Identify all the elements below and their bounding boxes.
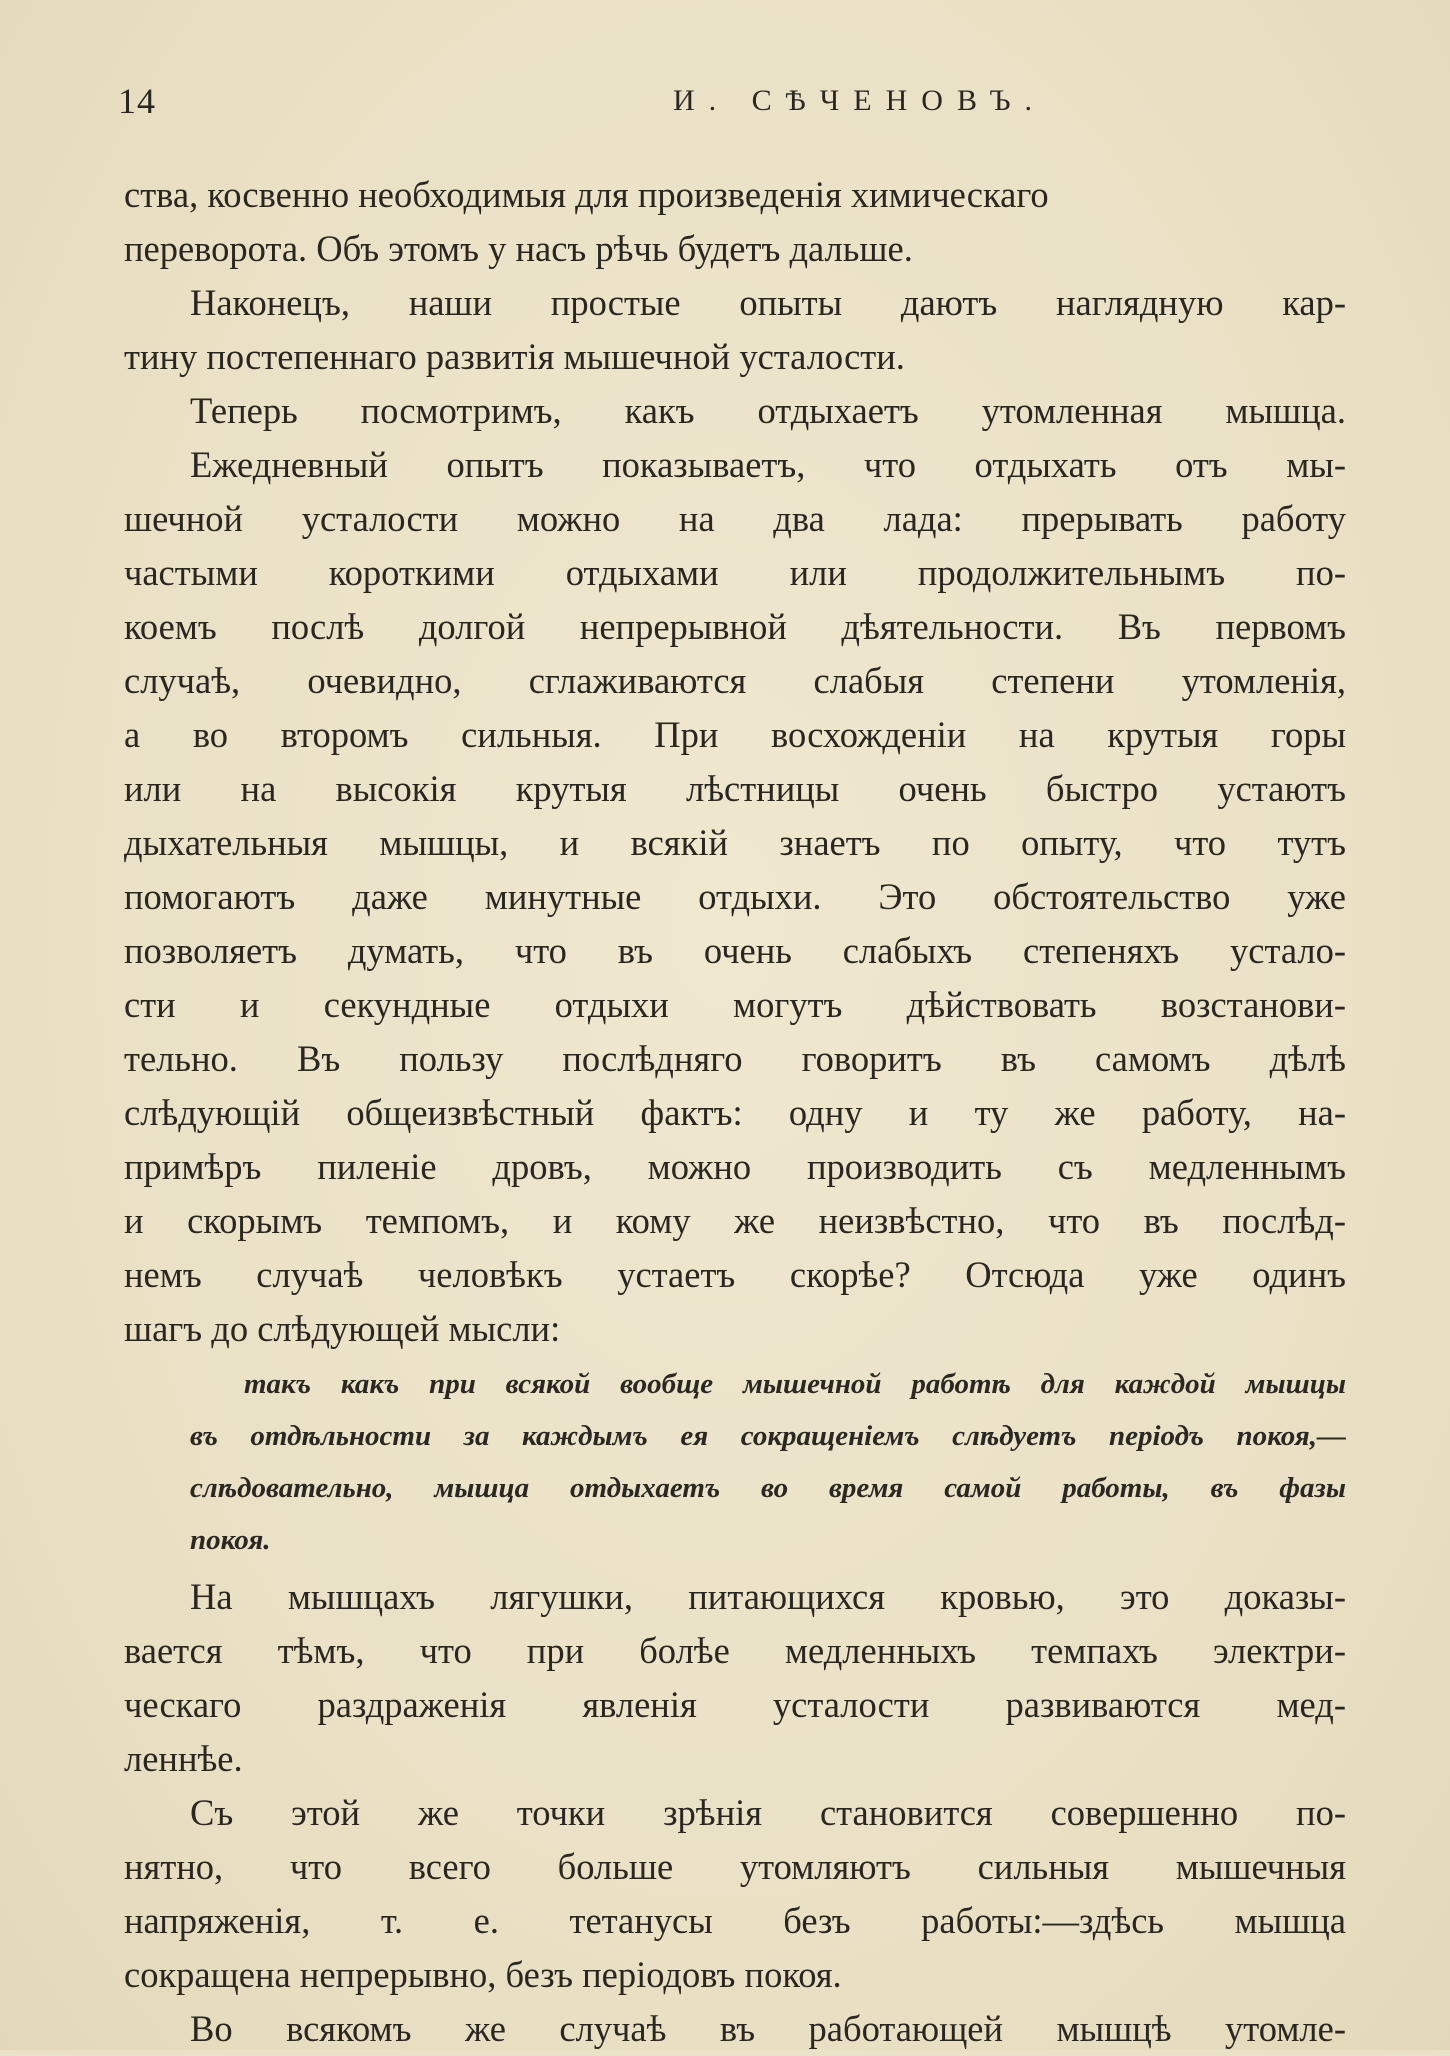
text-line: Теперь посмотримъ, какъ отдыхаетъ утомленная мышца. bbox=[190, 390, 1346, 431]
text-line: дыхательныя мышцы, и всякій знаетъ по опыту, что тутъ bbox=[124, 822, 1346, 863]
main-text bbox=[124, 168, 1346, 2056]
text-line: вается тѣмъ, что при болѣе медленныхъ темпахъ электри- bbox=[124, 1630, 1346, 1671]
text-line: коемъ послѣ долгой непрерывной дѣятельности. Въ первомъ bbox=[124, 606, 1346, 647]
text-line: Съ этой же точки зрѣнія становится совершенно по- bbox=[190, 1792, 1346, 1833]
text-line: леннѣе. bbox=[124, 1738, 243, 1779]
running-head bbox=[118, 80, 1348, 130]
text-line: шечной усталости можно на два лада: прерывать работу bbox=[124, 498, 1346, 539]
italic-line: такъ какъ при всякой вообще мышечной работѣ для каждой мышцы bbox=[244, 1368, 1346, 1400]
text-line: переворота. Объ этомъ у насъ рѣчь будетъ дальше. bbox=[124, 228, 913, 269]
text-line: а во второмъ сильныя. При восхожденіи на крутыя горы bbox=[124, 714, 1346, 755]
text-line: случаѣ, очевидно, сглаживаются слабыя степени утомленія, bbox=[124, 660, 1346, 701]
text-line: На мышцахъ лягушки, питающихся кровью, это доказы- bbox=[190, 1576, 1346, 1617]
running-title: И. СѢЧЕНОВЪ. bbox=[673, 84, 1047, 117]
text-line: Наконецъ, наши простые опыты даютъ наглядную кар- bbox=[190, 282, 1346, 323]
text-line: тину постепеннаго развитія мышечной усталости. bbox=[124, 336, 905, 377]
text-line: шагъ до слѣдующей мысли: bbox=[124, 1308, 561, 1349]
text-line: или на высокія крутыя лѣстницы очень быстро устаютъ bbox=[124, 768, 1346, 809]
text-line: сти и секундные отдыхи могутъ дѣйствовать возстанови- bbox=[124, 984, 1346, 1025]
text-line: напряженія, т. е. тетанусы безъ работы:—здѣсь мышца bbox=[124, 1900, 1346, 1941]
text-line: сокращена непрерывно, безъ періодовъ покоя. bbox=[124, 1954, 842, 1995]
italic-line: въ отдѣльности за каждымъ ея сокращеніемъ слѣдуетъ періодъ покоя,— bbox=[190, 1420, 1346, 1452]
text-line: немъ случаѣ человѣкъ устаетъ скорѣе? Отсюда уже одинъ bbox=[124, 1254, 1346, 1295]
page-number: 14 bbox=[118, 81, 156, 121]
text-line: и скорымъ темпомъ, и кому же неизвѣстно, что въ послѣд- bbox=[124, 1200, 1346, 1241]
text-line: Ежедневный опытъ показываетъ, что отдыхать отъ мы- bbox=[190, 444, 1346, 485]
text-line: ства, косвенно необходимыя для произведенія химическаго bbox=[124, 174, 1049, 215]
text-line: Во всякомъ же случаѣ въ работающей мышцѣ утомле- bbox=[190, 2008, 1346, 2049]
italic-line: покоя. bbox=[190, 1524, 271, 1556]
text-line: нятно, что всего больше утомляютъ сильныя мышечныя bbox=[124, 1846, 1346, 1887]
text-line: тельно. Въ пользу послѣдняго говоритъ въ самомъ дѣлѣ bbox=[124, 1038, 1346, 1079]
text-line: примѣръ пиленіе дровъ, можно производить съ медленнымъ bbox=[124, 1146, 1346, 1187]
text-line: слѣдующій общеизвѣстный фактъ: одну и ту же работу, на- bbox=[124, 1092, 1346, 1133]
text-line: позволяетъ думать, что въ очень слабыхъ степеняхъ устало- bbox=[124, 930, 1346, 971]
text-line: ческаго раздраженія явленія усталости развиваются мед- bbox=[124, 1684, 1346, 1725]
italic-line: слѣдовательно, мышца отдыхаетъ во время самой работы, въ фазы bbox=[190, 1472, 1346, 1504]
text-line: частыми короткими отдыхами или продолжительнымъ по- bbox=[124, 552, 1346, 593]
text-line: помогаютъ даже минутные отдыхи. Это обстоятельство уже bbox=[124, 876, 1346, 917]
italic-conclusion bbox=[124, 1358, 1346, 1566]
